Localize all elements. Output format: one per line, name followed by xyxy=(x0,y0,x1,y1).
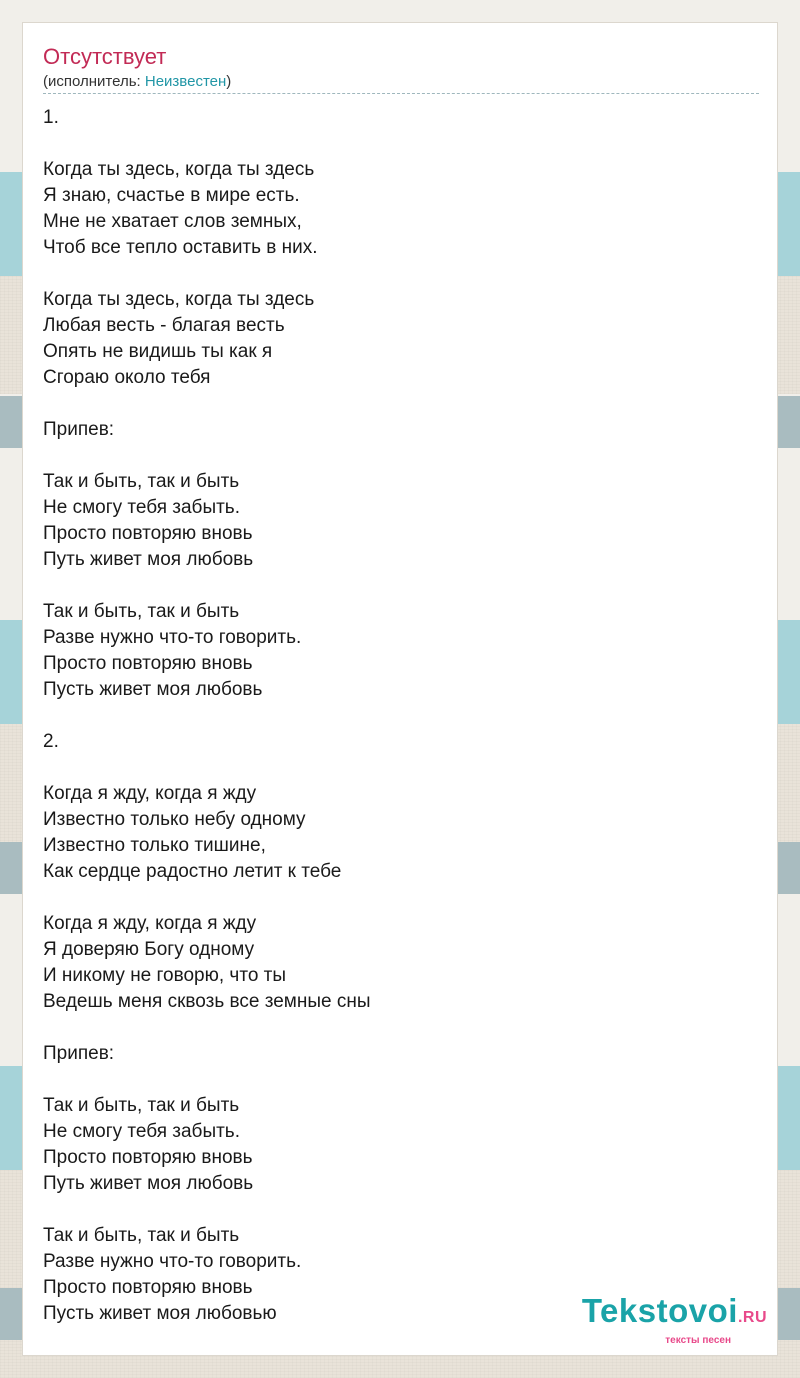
lyrics-blank-line xyxy=(43,443,759,469)
lyrics-line: Когда ты здесь, когда ты здесь xyxy=(43,159,315,180)
lyrics-line: Не смогу тебя забыть. xyxy=(43,497,240,518)
lyrics-line: Когда я жду, когда я жду xyxy=(43,913,257,934)
lyrics-line: Путь живет моя любовь xyxy=(43,1173,254,1194)
lyrics-line: Просто повторяю вновь xyxy=(43,1277,253,1298)
lyrics-line: Разве нужно что-то говорить. xyxy=(43,1251,302,1272)
song-header xyxy=(43,43,759,94)
artist-prefix: (исполнитель: xyxy=(43,73,145,90)
lyrics-blank-line xyxy=(43,1197,759,1223)
lyrics-line: Не смогу тебя забыть. xyxy=(43,1121,240,1142)
lyrics-line: Я доверяю Богу одному xyxy=(43,939,255,960)
artist-line xyxy=(43,71,759,93)
lyrics-blank-line xyxy=(43,703,759,729)
lyrics-line: И никому не говорю, что ты xyxy=(43,965,287,986)
lyrics-line: Известно только тишине, xyxy=(43,835,266,856)
lyrics-line: 2. xyxy=(43,731,59,752)
lyrics-line: Ведешь меня сквозь все земные сны xyxy=(43,991,371,1012)
lyrics-line: Когда я жду, когда я жду xyxy=(43,783,257,804)
lyrics-line: Припев: xyxy=(43,1043,115,1064)
lyrics-line: Известно только небу одному xyxy=(43,809,306,830)
lyrics-line: Так и быть, так и быть xyxy=(43,471,240,492)
lyrics-line: Любая весть - благая весть xyxy=(43,315,285,336)
lyrics-line: Мне не хватает слов земных, xyxy=(43,211,302,232)
lyrics-line: Просто повторяю вновь xyxy=(43,653,253,674)
lyrics-line: Разве нужно что-то говорить. xyxy=(43,627,302,648)
lyrics-line: Так и быть, так и быть xyxy=(43,601,240,622)
lyrics-line: Я знаю, счастье в мире есть. xyxy=(43,185,300,206)
lyrics-card xyxy=(22,22,778,1356)
lyrics-line: Так и быть, так и быть xyxy=(43,1225,240,1246)
lyrics-line: Чтоб все тепло оставить в них. xyxy=(43,237,318,258)
lyrics-blank-line xyxy=(43,391,759,417)
lyrics-blank-line xyxy=(43,885,759,911)
lyrics-line: Когда ты здесь, когда ты здесь xyxy=(43,289,315,310)
lyrics-line: 1. xyxy=(43,107,59,128)
lyrics-line: Припев: xyxy=(43,419,115,440)
artist-suffix: ) xyxy=(226,73,232,90)
lyrics-line: Просто повторяю вновь xyxy=(43,523,253,544)
lyrics-blank-line xyxy=(43,1015,759,1041)
logo-tagline: тексты песен xyxy=(665,1335,731,1346)
lyrics-line: Путь живет моя любовь xyxy=(43,549,254,570)
lyrics-line: Пусть живет моя любовь xyxy=(43,679,263,700)
lyrics-text xyxy=(43,105,759,1327)
lyrics-blank-line xyxy=(43,1067,759,1093)
lyrics-blank-line xyxy=(43,261,759,287)
logo-wordmark xyxy=(582,1294,767,1335)
lyrics-line: Просто повторяю вновь xyxy=(43,1147,253,1168)
lyrics-line: Опять не видишь ты как я xyxy=(43,341,273,362)
site-logo[interactable] xyxy=(582,1294,767,1347)
lyrics-blank-line xyxy=(43,573,759,599)
lyrics-line: Сгораю около тебя xyxy=(43,367,211,388)
artist-link[interactable]: Неизвестен xyxy=(144,73,227,90)
header-divider xyxy=(43,93,759,94)
lyrics-line: Так и быть, так и быть xyxy=(43,1095,240,1116)
lyrics-blank-line xyxy=(43,755,759,781)
lyrics-blank-line xyxy=(43,131,759,157)
lyrics-line: Как сердце радостно летит к тебе xyxy=(43,861,342,882)
lyrics-line: Пусть живет моя любовью xyxy=(43,1303,277,1324)
song-title: Отсутствует xyxy=(43,44,167,69)
logo-tld: .RU xyxy=(737,1309,767,1326)
logo-name: Tekstovoi xyxy=(581,1292,738,1329)
